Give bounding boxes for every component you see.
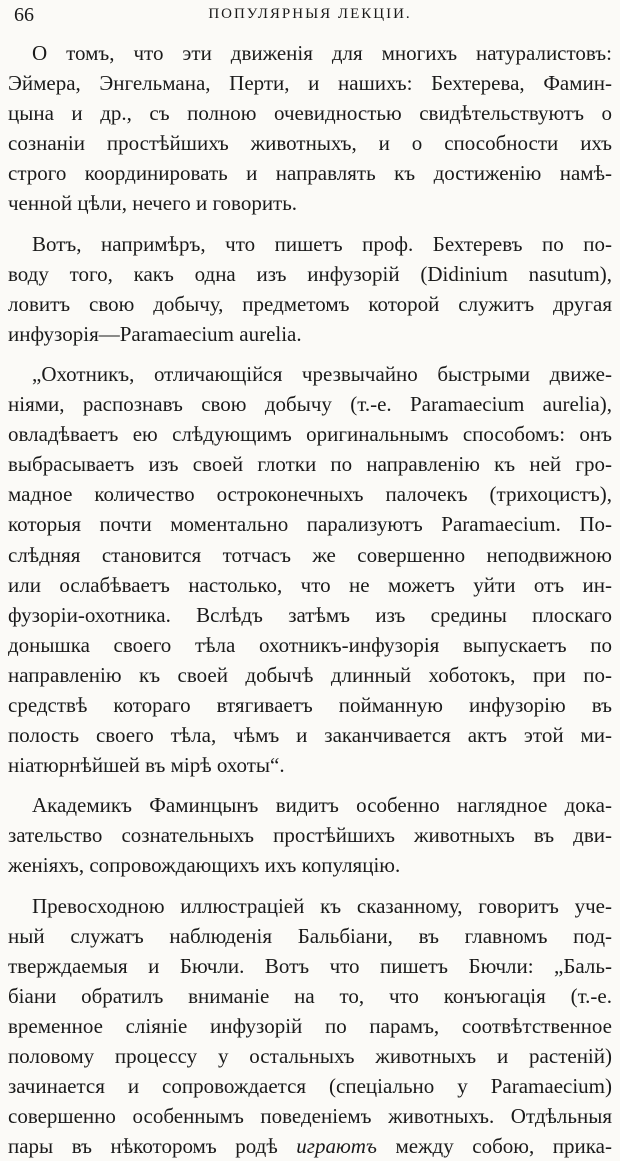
text-line: слѣдняя становится тотчасъ же совершенно неподвижною xyxy=(8,542,612,567)
text-line: воду того, какъ одна изъ инфузорій (Didinium nasutum), xyxy=(8,261,612,286)
text-line: Превосходною иллюстраціей къ сказанному, говоритъ уче- xyxy=(32,893,612,918)
text-line: строго координировать и направлять къ достиженію намѣ- xyxy=(8,161,612,186)
paragraph xyxy=(8,891,612,1161)
text-line: совершенно особеннымъ поведеніемъ животныхъ. Отдѣльныя xyxy=(8,1104,612,1129)
italic-word: играютъ xyxy=(296,1134,377,1159)
text-line: инфузорія—Paramaecium aurelia. xyxy=(8,321,302,346)
text-line: овладѣваетъ ею слѣдующимъ оригинальнымъ способомъ: онъ xyxy=(8,422,612,447)
page-header xyxy=(8,0,612,30)
text-line: ный служатъ наблюденія Бальбіани, въ главномъ под- xyxy=(8,923,612,948)
text-line: сознаніи простѣйшихъ животныхъ, и о способности ихъ xyxy=(8,131,612,156)
text-line: женіяхъ, сопровождающихъ ихъ копуляцію. xyxy=(8,853,401,878)
text-line: Вотъ, напримѣръ, что пишетъ проф. Бехтеревъ по по- xyxy=(32,231,612,256)
text-line: ченной цѣли, нечего и говорить. xyxy=(8,191,298,216)
text-line: цына и др., съ полною очевидностью свидѣтельствуютъ о xyxy=(8,101,612,126)
text-line: средствѣ котораго втягиваетъ пойманную инфузорію въ xyxy=(8,692,612,717)
text-line: „Охотникъ, отличающійся чрезвычайно быстрыми движе- xyxy=(32,361,612,386)
text-segment: пары въ нѣкоторомъ родѣ xyxy=(8,1134,278,1159)
text-line: ловитъ свою добычу, предметомъ которой служитъ другая xyxy=(8,291,612,316)
text-line: или ослабѣваетъ настолько, что не можетъ уйти отъ ин- xyxy=(8,572,612,597)
text-line: О томъ, что эти движенія для многихъ натуралистовъ: xyxy=(32,41,612,65)
text-line: біани обратилъ вниманіе на то, что конъюгація (т.-е. xyxy=(8,983,612,1008)
text-line: половому процессу у остальныхъ животныхъ и растеній) xyxy=(8,1044,612,1068)
text-line: донышка своего тѣла охотникъ-инфузорія выпускаетъ по xyxy=(8,632,612,657)
text-line: зачинается и сопровождается (спеціально у Paramaecium) xyxy=(8,1074,612,1099)
text-line: выбрасываетъ изъ своей глотки по направленію къ ней гро- xyxy=(8,452,612,477)
page-number: 66 xyxy=(14,4,34,26)
text-line: которыя почти моментально парализуютъ Paramaecium. По- xyxy=(8,512,612,537)
body-text xyxy=(8,38,612,1161)
text-line: зательство сознательныхъ простѣйшихъ животныхъ въ дви- xyxy=(8,823,612,848)
text-line: ніатюрнѣйшей въ мірѣ охоты“. xyxy=(8,753,285,778)
paragraph xyxy=(8,790,612,880)
text-line: Академикъ Фаминцынъ видитъ особенно наглядное дока- xyxy=(32,793,612,818)
text-line: временное сліяніе инфузорій по парамъ, соотвѣтственное xyxy=(8,1013,612,1038)
text-line: фузоріи-охотника. Вслѣдъ затѣмъ изъ средины плоскаго xyxy=(8,602,612,627)
text-segment: между собою, прика- xyxy=(395,1134,612,1159)
running-head: ПОПУЛЯРНЫЯ ЛЕКЦІИ. xyxy=(208,6,412,22)
text-line: тверждаемыя и Бючли. Вотъ что пишетъ Бючли: „Баль- xyxy=(8,953,612,978)
text-line-with-italic xyxy=(8,1131,612,1161)
paragraph xyxy=(8,359,612,780)
text-line: полость своего тѣла, чѣмъ и заканчивается актъ этой ми- xyxy=(8,723,612,748)
text-line: направленію къ своей добычѣ длинный хоботокъ, при по- xyxy=(8,662,612,687)
text-line: ніями, распознавъ свою добычу (т.-е. Paramaecium aurelia), xyxy=(8,392,612,417)
text-line: Эймера, Энгельмана, Перти, и нашихъ: Бехтерева, Фамин- xyxy=(8,71,612,96)
paragraph xyxy=(8,229,612,349)
text-line: мадное количество остроконечныхъ палочекъ (трихоцистъ), xyxy=(8,482,612,507)
paragraph xyxy=(8,38,612,219)
